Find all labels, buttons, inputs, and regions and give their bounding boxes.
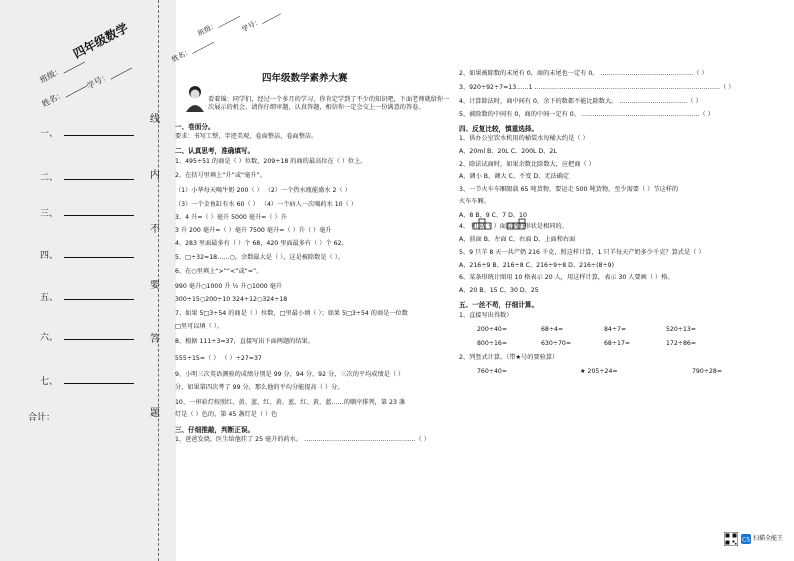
score-row-3: 三、 [40,206,134,219]
section-5-heading: 五、一丝不苟，仔细计算。 [459,301,539,309]
q10-b: 灯是（ ）色的，第 45 盏灯是（ ）色 [175,411,278,418]
calc-r2-3: 68÷17= [604,340,631,347]
sidebar-title: 四年级数学 [70,20,131,62]
q3: 3、4 升=（ ）毫升 5000 毫升=（ ）升 [175,214,287,221]
calc-r1-1: 200÷40= [477,326,508,333]
q4: 4、283 里面最多有（ ）个 68，420 里面最多有（ ）个 62。 [175,240,348,247]
vchar-2: 内 [150,170,160,181]
scanner-logo-icon [741,534,751,544]
q8: 8、根据 111÷3=37，直接写出下面两题的结果。 [175,338,314,345]
score-row-5: 五、 [40,290,134,303]
choice-5: 5、9 只羊 8 天一共产奶 216 千克，照这样计算，1 只羊每天产奶多少千克？算式是（ ） [459,249,705,256]
calc-part-1: 1、直接写出得数） [459,312,513,319]
calc-r3-3: 790÷28= [692,368,723,375]
top-id-field: 学号：______ [240,7,282,34]
sidebar-name-label: 姓名：______ [40,78,88,109]
choice-2-options: A、调小 B、调大 C、不变 D、无法确定 [459,173,570,180]
teacher-icon [182,84,208,114]
calc-r2-4: 172÷86= [666,340,697,347]
calc-part-2: 2、列竖式计算。（带★号的要验算） [459,354,559,361]
q2-b: （3）一个金鱼缸有水 60（ ） （4）一个病人一次喝药水 10（ ） [175,201,357,208]
score-row-6: 六、 [40,330,134,343]
calc-r1-3: 84÷7= [604,326,627,333]
choice-1-options: A、20ml B、20L C、200L D、2L [459,148,557,155]
score-row-2: 二、 [40,170,134,183]
page-title: 四年级数学素养大赛 [262,73,348,84]
calc-r3-1: 760÷40= [477,368,508,375]
calc-r1-2: 68÷4= [541,326,564,333]
vchar-3: 不 [150,224,160,235]
total-label: 合计： [28,413,56,423]
choice-2: 2、除法试商时，如果余数比除数大，应把商（ ） [459,161,595,168]
choice-6: 6、某条形统计图用 10 格表示 20 人，用这样计算，表示 30 人要画（ ）格。 [459,274,674,281]
judge-2: 2、如果被除数的末尾有 0，商的末尾也一定有 0。 ………………………………………（ ） [459,70,708,77]
choice-1: 1、供办公室饮水机用的桶装水每桶大约是（ ） [459,135,589,142]
calc-r3-2: ★ 205÷24= [580,368,618,375]
q6: 6、在○里填上“>”“<”或“=”。 [175,268,263,275]
q7-b: □里可以填（ ）。 [175,323,224,330]
choice-3: 3、一节火车车厢限载 65 吨货物，要运走 500 吨货物，至少需要（ ）节这样的 [459,186,679,193]
score-row-4: 四、 [40,248,134,261]
vchar-5: 答 [150,334,160,345]
vchar-1: 线 [150,114,160,125]
choice-3-b: 火车车厢。 [459,198,490,205]
choice-5-options: A、216÷9 B、216÷8 C、216÷9÷8 D、216÷(8÷9) [459,262,615,269]
judge-5: 5、被除数的中间有 0，商的中间一定有 0。 …………………………………………………（ ） [459,111,714,118]
section-3-heading: 三、仔细推敲，判断正误。 [175,426,255,434]
judge-1: 1、爸爸发烧，医生给他挂了 25 毫升的药水。 ………………………………………………（ ） [175,436,430,443]
q1: 1、495÷51 的商是（ ）位数，209÷18 的商的最高位在（ ）位上。 [175,158,367,165]
cube-figure-2 [506,218,528,232]
judge-4: 4、计算除法时，商中间有 0，余下的数都不能比除数大。 ……………………………（ ） [459,98,702,105]
section-1-requirement: 要求：书写工整，字迹美观，卷面整洁，卷面整洁。 [175,133,318,140]
choice-4-options: A、前面 B、左面 C、右面 D、上面和右面 [459,236,576,243]
q8-a: 555÷15=（ ） （ ）÷27=37 [175,355,262,362]
choice-3-options: A、8 B、9 C、7 D、10 [459,212,527,219]
scanner-label: 扫描全能王 [753,535,784,542]
section-2-heading: 二、认真思考，准确填写。 [175,147,255,155]
vchar-6: 题 [150,408,160,419]
q5: 5、□÷32=18……○，余数最大是（ ），这是被除数是（ ）。 [175,254,344,261]
sidebar-class-label: 班级：______ [38,54,86,85]
intro-text: 看着锦：同学们，经过一个多月的学习，你肯定学到了不少的知识吧，下面老师就给你一次展示的机会，请你仔细审题，认真答题，相信你一定会交上一份满意的答卷。 [208,96,450,111]
top-name-field: 姓名：_______ [170,35,215,64]
qr-code-icon [724,532,738,546]
judge-3: 3、920÷92÷7=13……1 ………………………………………………………………………………（ ） [459,84,735,91]
choice-4: 4、 和 从（ ）面看到的形状是相同的。 [459,223,568,230]
vchar-4: 要 [150,280,160,291]
score-row-7: 七、 [40,374,134,387]
q6-b: 300÷15○200÷10 324÷12○324÷18 [175,296,288,303]
q6-a: 990 毫升○1000 升 ½ 升○1000 毫升 [175,283,283,290]
cube-figure-1 [472,218,494,232]
svg-text:CS: CS [742,536,750,544]
q9: 9、小明三次英语测验的成绩分别是 99 分，94 分，92 分，三次的平均成绩是（ ） [175,371,405,378]
score-row-1: 一、 [40,126,134,139]
calc-r1-4: 520÷13= [666,326,697,333]
q9-b: 分，如果第四次考了 99 分，那么他的平均分能提高（ ）分。 [175,384,344,391]
calc-r2-2: 630÷70= [541,340,572,347]
q7: 7、如果 5□3÷54 的商是（ ）位数，□里最小填（ ）；如果 5□3÷54 的商是一位数 [175,310,408,317]
top-class-field: 班级：_______ [196,9,241,38]
q2: 2、在括号里填上“升”或“毫升”。 [175,172,267,179]
q10: 10、一串彩灯按照红、黄、蓝、红、黄、蓝、红、黄、蓝……的顺序排列，第 23 盏 [175,399,406,406]
calc-r2-1: 800÷16= [477,340,508,347]
section-4-heading: 四、反复比较，慎重选择。 [459,125,539,133]
choice-6-options: A、20 B、15 C、30 D、25 [459,287,539,294]
q3-b: 3 升 200 毫升=（ ）毫升 7500 毫升=（ ）升（ ）毫升 [175,227,332,234]
sidebar-id-label: 学号：______ [85,60,133,91]
q2-a: （1）小华每天喝牛奶 200（ ） （2）一个热水瓶能盛水 2（ ） [175,187,351,194]
section-1-heading: 一、卷面分。 [175,123,215,131]
